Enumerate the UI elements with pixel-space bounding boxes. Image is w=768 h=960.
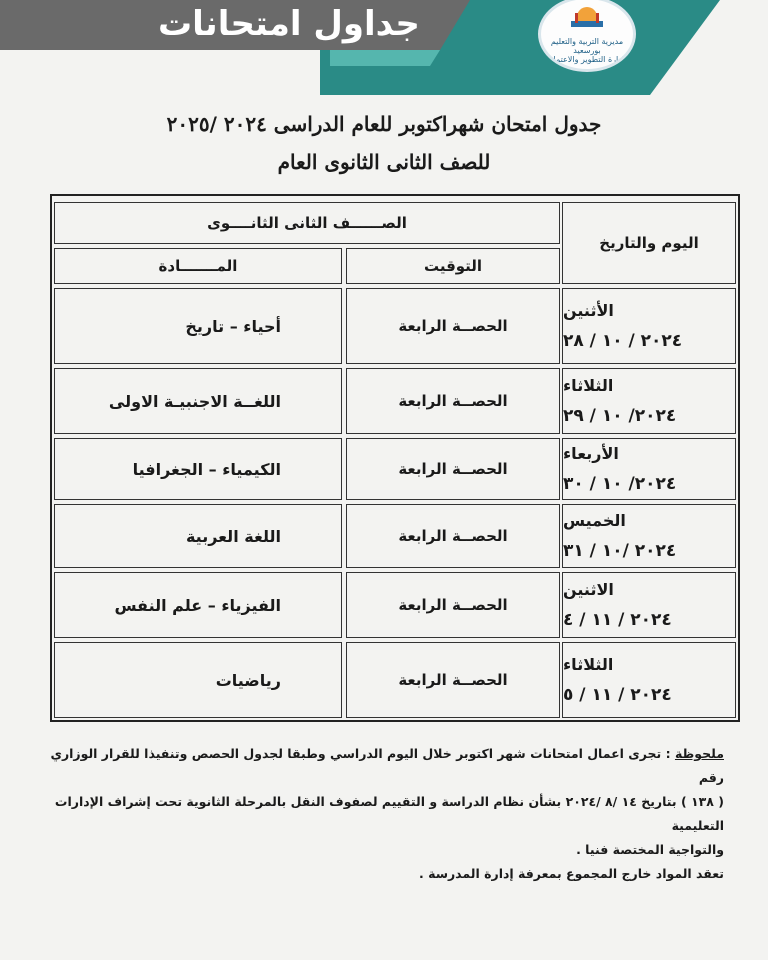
header-day-date: اليوم والتاريخ — [562, 202, 736, 284]
row-subject: الكيمياء – الجغرافيا — [54, 438, 342, 500]
banner-title: جداول امتحانات — [158, 4, 420, 44]
row-time: الحصــة الرابعة — [346, 572, 560, 638]
logo-emblem-icon — [541, 0, 633, 39]
day-name: الاثنين — [563, 580, 614, 599]
row-time: الحصــة الرابعة — [346, 288, 560, 364]
row-time: الحصــة الرابعة — [346, 438, 560, 500]
table-row-day — [562, 642, 736, 718]
day-date: ٢٠٢٤ / ١١ / ٥ — [563, 685, 672, 705]
note-label: ملحوظة — [674, 746, 724, 761]
table-row-day — [562, 368, 736, 434]
row-subject: الفيزياء – علم النفس — [54, 572, 342, 638]
row-time: الحصــة الرابعة — [346, 504, 560, 568]
header-time: التوقيت — [346, 248, 560, 284]
day-date: ٢٠٢٤ / ١١ / ٤ — [563, 610, 672, 630]
row-subject: اللغــة الاجنبيـة الاولى — [54, 368, 342, 434]
day-date: ٢٠٢٤/ ١٠ / ٣٠ — [563, 474, 677, 494]
notes-section — [34, 742, 724, 886]
table-row-day — [562, 504, 736, 568]
note-line-3: والتواجية المختصة فنيا . — [576, 842, 724, 857]
day-date: ٢٠٢٤ /١٠ / ٣١ — [563, 541, 677, 561]
row-time: الحصــة الرابعة — [346, 642, 560, 718]
ministry-logo — [538, 0, 636, 72]
day-name: الخميس — [563, 511, 626, 530]
day-name: الثلاثاء — [563, 655, 614, 674]
note-line-4: تعقد المواد خارج المجموع بمعرفة إدارة المدرسة . — [419, 866, 724, 881]
note-line-2: ( ١٣٨ ) بتاريخ ١٤ /٨ /٢٠٢٤ بشأن نظام الدراسة و التقييم لصفوف النقل بالمرحلة الثانوية تحت إشراف الإدارات التعليمية — [54, 794, 724, 833]
table-row-day — [562, 572, 736, 638]
exam-schedule-table — [50, 194, 740, 722]
logo-caption: مديرية التربية والتعليم بورسعيد إدارة التطوير والاعتماد — [549, 37, 625, 64]
day-name: الثلاثاء — [563, 376, 614, 395]
document-title: جدول امتحان شهراكتوبر للعام الدراسى ٢٠٢٤ /٢٠٢٥ — [166, 112, 602, 136]
row-subject: أحياء – تاريخ — [54, 288, 342, 364]
day-name: الأثنين — [563, 301, 614, 320]
table-row-day — [562, 438, 736, 500]
table-row-day — [562, 288, 736, 364]
header-grade: الصــــــف الثانى الثانــــوى — [54, 202, 560, 244]
note-line-1: ملحوظة : تجرى اعمال امتحانات شهر اكتوبر خلال اليوم الدراسي وطبقا لجدول الحصص وتنفيذا للقرار الوزاري رقم — [50, 746, 724, 785]
day-name: الأربعاء — [563, 444, 619, 463]
document-subtitle: للصف الثانى الثانوى العام — [277, 150, 491, 174]
day-date: ٢٠٢٤ / ١٠ / ٢٨ — [563, 331, 683, 351]
header-subject: المـــــــادة — [54, 248, 342, 284]
row-time: الحصــة الرابعة — [346, 368, 560, 434]
header-banner — [0, 0, 768, 95]
row-subject: اللغة العربية — [54, 504, 342, 568]
row-subject: رياضيات — [54, 642, 342, 718]
day-date: ٢٠٢٤/ ١٠ / ٢٩ — [563, 406, 677, 426]
